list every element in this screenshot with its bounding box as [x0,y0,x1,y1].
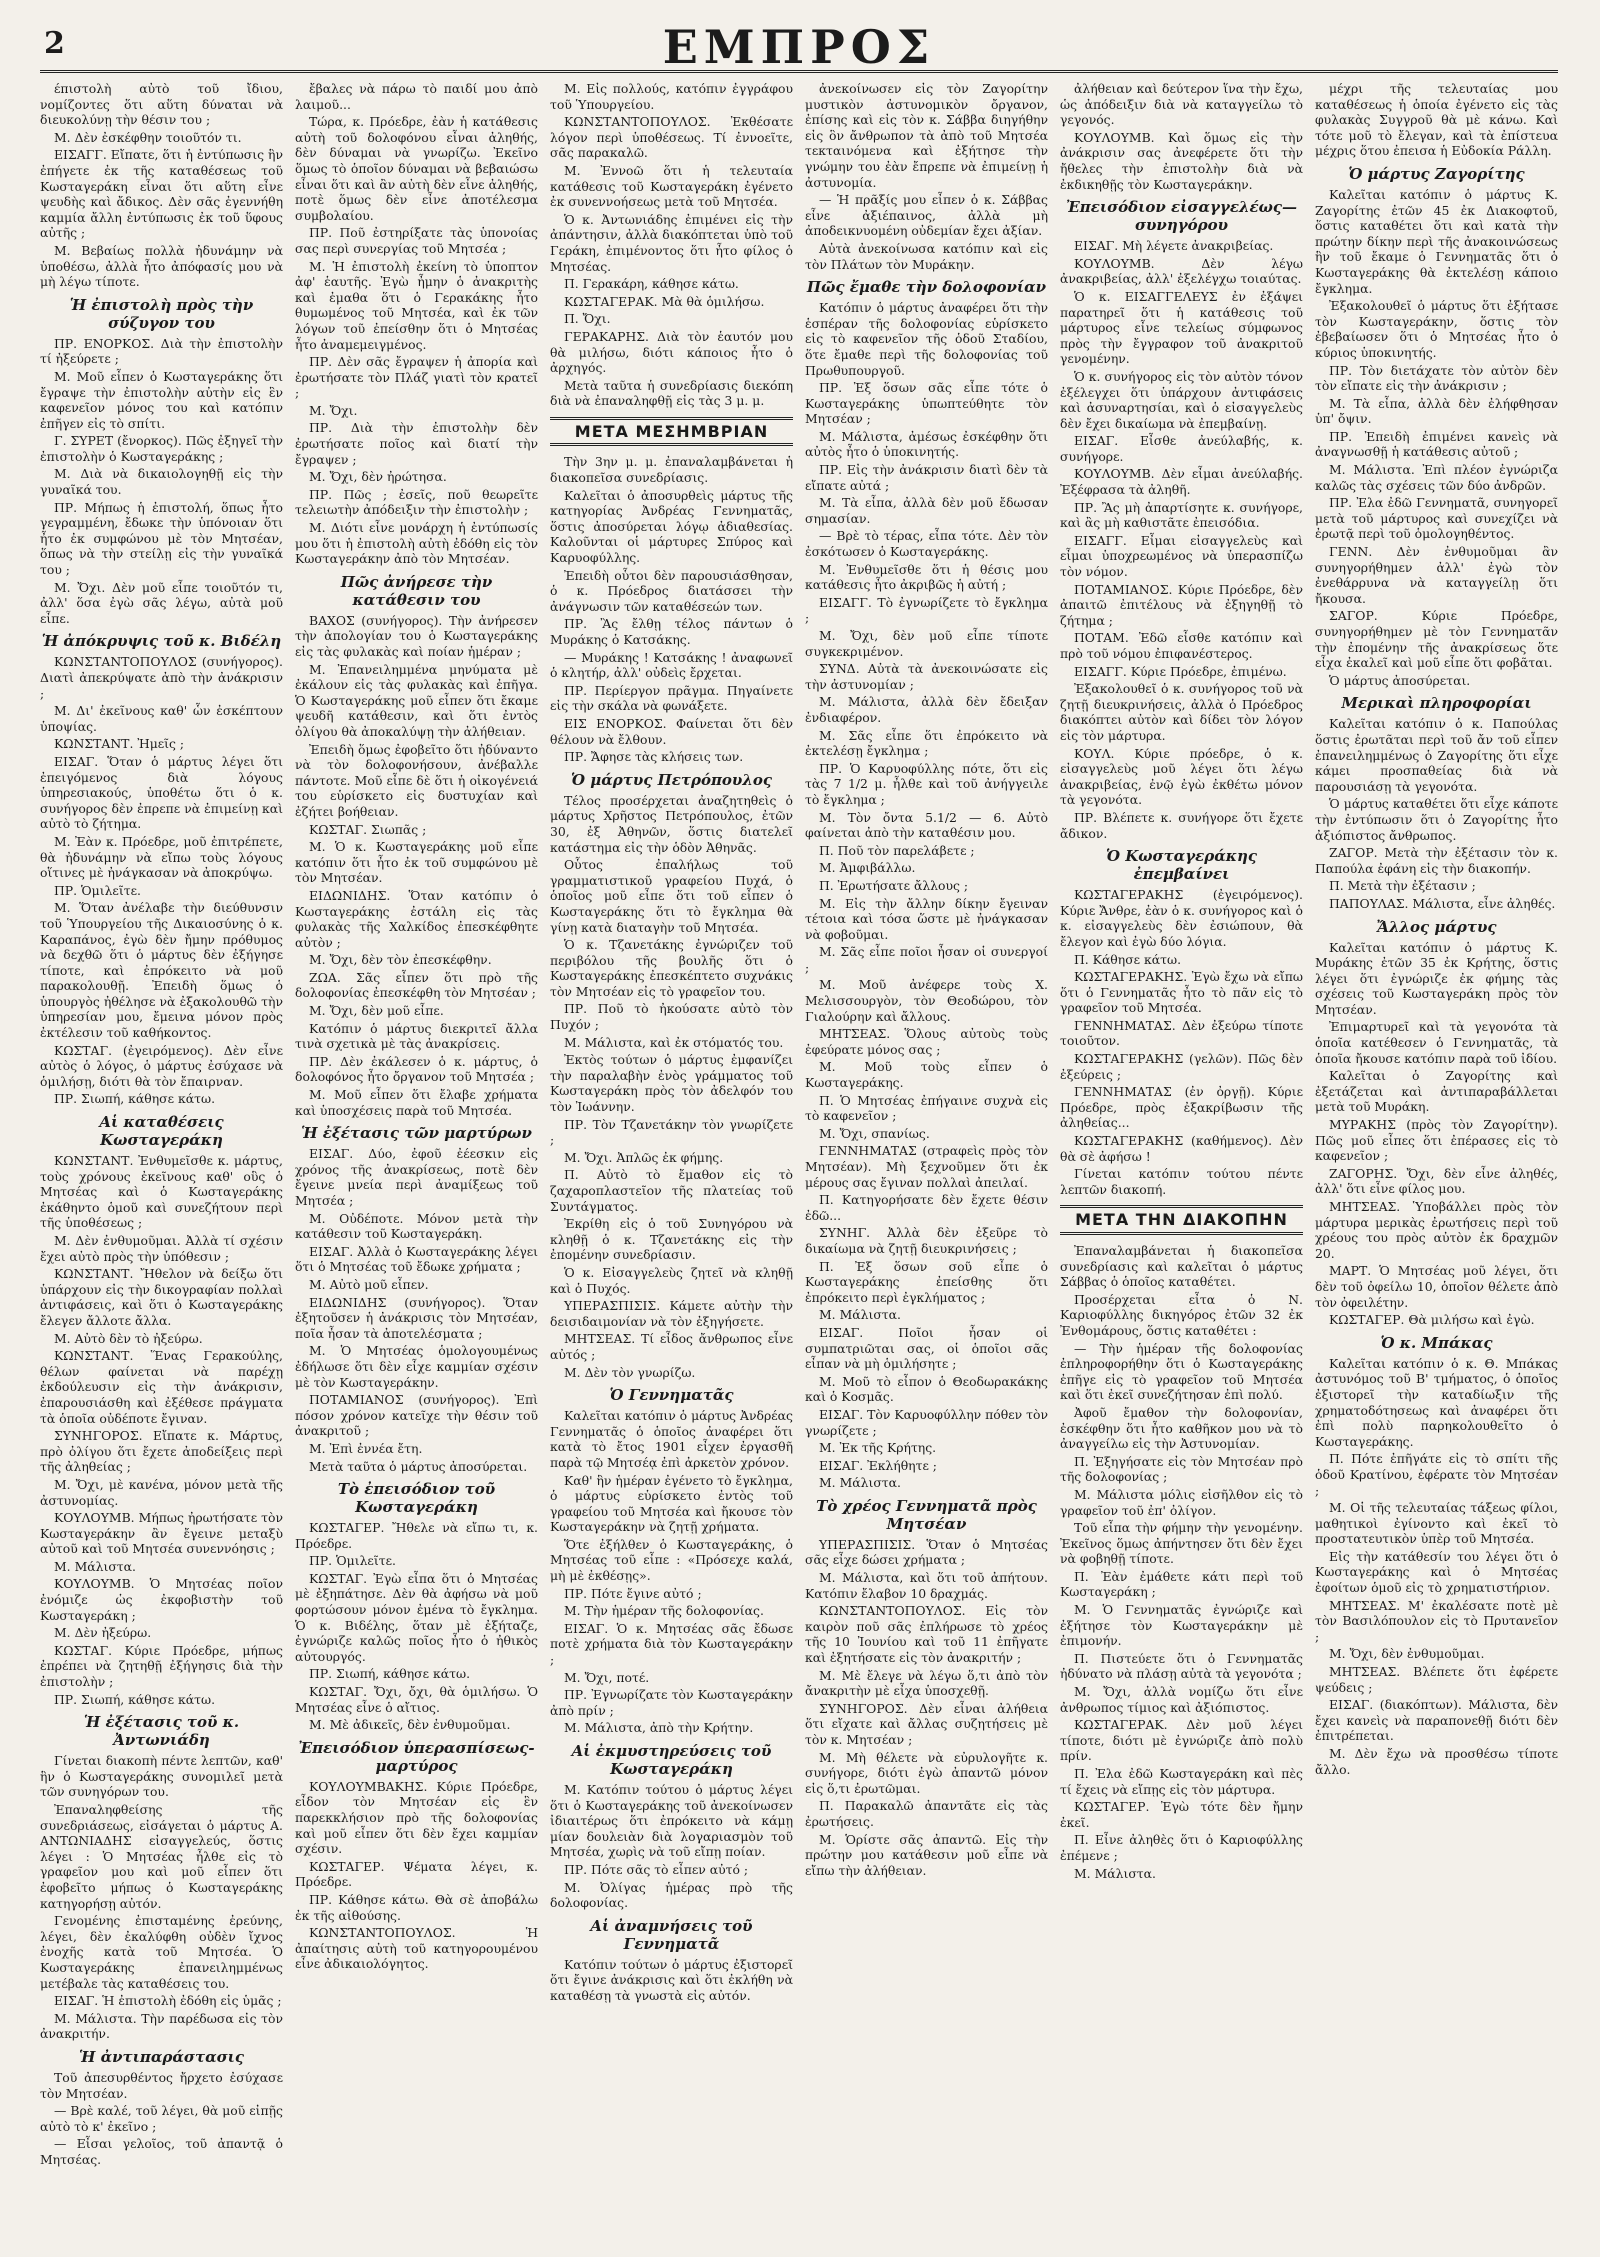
paragraph: ΠΟΤΑΜΙΑΝΟΣ (συνήγορος). Ἐπὶ πόσον χρόνον κατεῖχε τὴν θέσιν τοῦ ἀνακριτοῦ ; [295,1392,538,1439]
paragraph: Π. Πότε ἐπῆγάτε εἰς τὸ σπίτι τῆς ὁδοῦ Κρατίνου, ἐφέρατε τὸν Μητσέαν ; [1315,1451,1558,1498]
paragraph: Π. Ἐξ ὅσων σοῦ εἶπε ὁ Κωσταγεράκης ἐπείσθης ὅτι ἐπρόκειτο περὶ ἐγκλήματος ; [805,1258,1048,1305]
paragraph: ΓΕΡΑΚΑΡΗΣ. Διὰ τὸν ἑαυτόν μου θὰ μιλήσω, διότι κάποιος ἦτο ὁ ἀρχηγός. [550,328,793,376]
paragraph: Μ. Ὄχι. Ἀπλῶς ἐκ φήμης. [564,1149,724,1165]
paragraph: ΕΙΣΑΓ. Μὴ λέγετε ἀνακριβείας. [1074,238,1274,254]
paragraph: Μ. Μάλιστα, ἀπὸ τὴν Κρήτην. [564,1720,754,1736]
paragraph: Μετὰ ταῦτα ἡ συνεδρίασις διεκόπη διὰ νὰ ἐπαναληφθῇ εἰς τὰς 3 μ. μ. [550,377,793,409]
section-heading: Αἱ ἀναμνήσεις τοῦ Γεννηματᾶ [590,1916,753,1953]
section-heading: Ἡ ἐπιστολὴ πρὸς τὴν σύζυγον του [69,295,254,332]
paragraph: Μ. Μοῦ τὸ εἶπον ὁ Θεοδωρακάκης καὶ ὁ Κοσμᾶς. [805,1373,1048,1405]
paragraph: ΠΡ. Δὲν ἐκάλεσεν ὁ κ. μάρτυς, ὁ δολοφόνος ἦτο ὄργανον τοῦ Μητσέα ; [295,1053,538,1085]
paragraph: ΚΩΣΤΑΓΕΡΑΚΗΣ (γελῶν). Πῶς δὲν ἐξεύρεις ; [1060,1051,1303,1082]
paragraph: ΠΡ. Ὁμιλεῖτε. [309,1553,396,1569]
section-heading: Ὁ μάρτυς Πετρόπουλος [570,770,772,789]
paragraph: ΠΡ. Ὁ Καρυοφύλλης πότε, ὅτι εἰς τὰς 7 1/2 μ. ἦλθε καὶ τοῦ ἀνήγγειλε τὸ ἔγκλημα ; [805,760,1048,807]
paragraph: ΕΙΣΑΓ. Ἐκλήθητε ; [819,1457,937,1473]
paragraph: Μ. Βεβαίως πολλὰ ἠδυνάμην νὰ ὑποθέσω, ἀλλὰ ἦτο ἀπόφασίς μου νὰ μὴ λέγω τίποτε. [40,242,283,290]
paragraph: ΠΡ. Ἐγνωρίζατε τὸν Κωσταγεράκην ἀπὸ πρίν ; [550,1687,793,1718]
paragraph: ΚΩΣΤΑΓΕΡΑΚΗΣ (ἐγειρόμενος). Κύριε Ἄνθρε, ἐὰν ὁ κ. συνήγορος καὶ ὁ κ. εἰσαγγελεὺς δὲν ἐσιώπουν, θὰ ἔλεγον καὶ ἐγὼ δύο λόγια. [1060,887,1303,949]
paragraph: Μ. Τὴν ἡμέραν τῆς δολοφονίας. [564,1603,764,1619]
paragraph: Μ. Μάλιστα, ἀλλὰ δὲν ἔδειξαν ἐνδιαφέρον. [805,694,1048,725]
section-heading: Ἡ ἀντιπαράστασις [78,2047,245,2066]
paragraph: Μ. Ὄχι, μὲ κανένα, μόνον μετὰ τῆς ἀστυνομίας. [40,1476,283,1508]
paragraph: Μ. Διότι εἶνε μονάρχη ἡ ἐντύπωσίς μου ὅτι ἡ ἐπιστολὴ αὐτὴ ἐδόθη εἰς τὸν Κωσταγεράκην ἀπὸ τὸν Μητσέαν. [295,520,538,567]
paragraph: Γενομένης ἐπισταμένης ἐρεύνης, λέγει, δὲν ἐκαλύφθη οὐδὲν ἴχνος ἐνοχῆς κατὰ τοῦ Μητσέα. Ὁ Κωσταγεράκης ἐπανειλημμένως μετέβαλε τὰς καταθέσεις του. [40,1913,283,1991]
paragraph: Μ. Ὁ Γεννηματᾶς ἐγνώριζε καὶ ἐξήτησε τὸν Κωσταγεράκην μὲ ἐπιμονήν. [1060,1602,1303,1649]
paragraph: Μ. Δὲν τὸν γνωρίζω. [564,1364,696,1380]
paragraph: Π. Ὄχι. [564,311,611,327]
paragraph: Μ. Ὄχι, ἀλλὰ νομίζω ὅτι εἶνε ἀνθρωπος τίμιος καὶ ἀξιόπιστος. [1060,1684,1303,1715]
paragraph: ΠΡ. Σιωπή, κάθησε κάτω. [54,1091,216,1107]
page-number: 2 [44,26,65,61]
paragraph: ἀλήθειαν καὶ δεύτερον ἵνα τὴν ἔχω, ὡς ἀπόδειξιν διὰ νὰ καταγγείλω τὸ γεγονός. [1060,81,1303,128]
paragraph: Ἐπιμαρτυρεῖ καὶ τὰ γεγονότα τὰ ὁποῖα κατέθεσεν ὁ Γεννηματᾶς, τὰ ὁποῖα ἤκουσε κατόπιν παρὰ τοῦ ἰδίου. [1315,1019,1558,1066]
paragraph: Μ. Μοῦ εἶπεν ὁ Κωσταγεράκης ὅτι ἔγραψε τὴν ἐπιστολὴν αὐτὴν εἰς ἓν καφενεῖον μόνος του καὶ κατόπιν ἐπῆγεν εἰς τὸ σπίτι. [40,368,283,431]
paragraph: ΕΙΣΑΓ. Ὅταν ὁ μάρτυς λέγει ὅτι ἐπειγόμενος διὰ λόγους ὑπηρεσιακούς, ὑποθέτω ὅτι ὁ κ. συνήγορος δὲν ἐπρεπε νὰ ἐπιμείνῃ καὶ αὐτὸ τὸ ζήτημα. [40,753,283,832]
paragraph: Εἰς τὴν κατάθεσίν του λέγει ὅτι ὁ Κωσταγεράκης καὶ ὁ Μητσέας ἐφοίτων ὁμοῦ εἰς τὸ χρηματιστήριον. [1315,1548,1558,1596]
paragraph: ΜΗΤΣΕΑΣ. Βλέπετε ὅτι ἐφέρετε ψεύδεις ; [1315,1664,1558,1695]
paragraph: ΚΩΣΤΑΓ. Ὄχι, ὄχι, θὰ ὁμιλήσω. Ὁ Μητσέας εἶνε ὁ αἴτιος. [295,1684,538,1715]
paragraph: Μ. Μάλιστα. [54,1558,136,1574]
section-heading: Ὁ Γεννηματᾶς [609,1386,734,1405]
paragraph: Μ. Σᾶς εἶπε ὅτι ἐπρόκειτο νὰ ἐκτελέσῃ ἔγκλημα ; [805,727,1048,759]
paragraph: Ἐπαναληφθείσης τῆς συνεδριάσεως, εἰσάγεται ὁ μάρτυς Α. ΑΝΤΩΝΙΑΔΗΣ εἰσαγγελεύς, ὅστις λέγει : Ὁ Μητσέας ἦλθε εἰς τὸ γραφεῖον μου καὶ μοῦ εἶπεν ὅτι ἐφοβεῖτο μήπως ὁ Κωσταγεράκης κατηγορήσῃ αὐτόν. [40,1802,283,1911]
paragraph: Καλεῖται κατόπιν ὁ μάρτυς Ἀνδρέας Γεννηματᾶς ὁ ὁποῖος ἀναφέρει ὅτι κατὰ τὸ ἔτος 1901 εἶχεν ἐργασθῆ παρὰ τῷ Μητσέᾳ ἐπὶ ἀρκετὸν χρόνον. [550,1408,793,1470]
paragraph: — Τὴν ἡμέραν τῆς δολοφονίας ἐπληροφορήθην ὅτι ὁ Κωσταγεράκης ἐπῆγε εἰς τὸ γραφεῖον τοῦ Μητσέα καὶ ὅτι ἐκεῖ συνεζήτησαν ἐπὶ πολύ. [1060,1340,1303,1403]
column-6 [1315,81,1558,2241]
paragraph: Μ. Εἰς πολλούς, κατόπιν ἐγγράφου τοῦ Ὑπουργείου. [550,81,793,112]
paragraph: ΣΥΝΗΓΟΡΟΣ. Εἴπατε κ. Μάρτυς, πρὸ ὀλίγου ὅτι ἔχετε ἀποδείξεις περὶ τῆς ἀληθείας ; [40,1428,283,1475]
paragraph: ΠΡ. Μήπως ἡ ἐπιστολή, ὅπως ἦτο γεγραμμένη, ἔδωκε τὴν ὑπόνοιαν ὅτι ἦτο ἐκ συμφώνου μὲ τὸν Μητσέαν, ὅπως νὰ τὴν στείλῃ εἰς τὴν γυναῖκά του ; [40,499,283,578]
paragraph: Καλεῖται κατόπιν ὁ κ. Παπούλας ὅστις ἐρωτᾶται περὶ τοῦ ἄν τοῦ εἶπεν ἐπανειλημμένως ὁ Ζαγορίτης ὅτι εἶχε κάμει προσπαθείας διὰ νὰ παρουσιάσῃ τὰ γεγονότα. [1315,716,1558,794]
paragraph: ΕΙΣΑΓ. Τὸν Καρυοφύλλην πόθεν τὸν γνωρίζετε ; [805,1406,1048,1438]
paragraph: ΚΩΝΣΤΑΝΤ. Ἕνας Γερακούλης, θέλων φαίνεται νὰ παρέχῃ ἐκδούλευσιν εἰς τὴν ἀνάκρισιν, ἐπαρουσιάσθη καὶ ἐξέθεσε πράγματα τὰ ὁποῖα οὐδέποτε ἔγιναν. [40,1348,283,1426]
paragraph: Μ. Ὄχι, δὲν ἠρώτησα. [309,469,447,485]
paragraph: ΠΡ. Πότε σᾶς τὸ εἶπεν αὐτό ; [564,1861,749,1877]
paragraph: ΕΙΣΑΓΓ. Τὸ ἐγνωρίζετε τὸ ἔγκλημα ; [805,594,1048,626]
paragraph: ΠΡ. Τὸν διετάχατε τὸν αὐτὸν δὲν τὸν εἴπατε εἰς τὴν ἀνάκρισιν ; [1315,362,1558,394]
paragraph: ΕΙΣΑΓ. Ποῖοι ἦσαν οἱ συμπατριῶται σας, οἱ ὁποῖοι σᾶς εἶπαν νὰ μὴ ὁμιλήσητε ; [805,1324,1048,1372]
paragraph: ΠΟΤΑΜ. Ἐδῶ εἶσθε κατόπιν καὶ πρὸ τοῦ νόμου ἐπιφανέστερος. [1060,630,1303,661]
paragraph: Μ. Ὄχι, δὲν μοῦ εἶπε. [309,1003,444,1019]
paragraph: Μ. Μάλιστα. Ἐπὶ πλέον ἐγνώριζα καλῶς τὰς σχέσεις τῶν δύο ἀνδρῶν. [1315,462,1558,493]
section-heading: Τὸ χρέος Γεννηματᾶ πρὸς Μητσέαν [816,1496,1037,1533]
paragraph: Ὁ κ. συνήγορος εἰς τὸν αὐτὸν τόνον ἐξέλεγχει ὅτι ὑπάρχουν ἀντιφάσεις καὶ ἀσυναρτησίαι, καὶ ὁ εἰσαγγελεὺς δὲν ἔχει δικαίωμα νὰ ἐπεμβαίνῃ. [1060,368,1303,431]
paragraph: Μ. Ἀμφιβάλλω. [819,860,916,876]
paragraph: ΕΙΔΩΝΙΔΗΣ (συνήγορος). Ὅταν ἐξητοῦσεν ἡ ἀνάκρισις τὸν Μητσέαν, ποῖα ἦσαν τὰ ἀποτελέσματα ; [295,1294,538,1341]
paragraph: ΕΙΣ ΕΝΟΡΚΟΣ. Φαίνεται ὅτι δὲν θέλουν νὰ ἔλθουν. [550,715,793,747]
paragraph: Μ. Μὲ ἀδικεῖς, δὲν ἐνθυμοῦμαι. [309,1717,511,1733]
paragraph: Π. Ἐὰν ἐμάθετε κάτι περὶ τοῦ Κωσταγεράκη ; [1060,1568,1303,1600]
paragraph: Ὁ μάρτυς καταθέτει ὅτι εἶχε κάποτε τὴν ἐντύπωσιν ὅτι ὁ Ζαγορίτης ἦτο ἀξιόπιστος ἄνθρωπος. [1315,796,1558,843]
paragraph: Μ. Τὰ εἶπα, ἀλλὰ δὲν μοῦ ἔδωσαν σημασίαν. [805,495,1048,526]
paragraph: ΚΩΣΤΑΓΕΡ. Ἤθελε νὰ εἴπω τι, κ. Πρόεδρε. [295,1520,538,1551]
paragraph: ΠΡ. Εἰς τὴν ἀνάκρισιν διατὶ δὲν τὰ εἴπατε αὐτά ; [805,462,1048,493]
paragraph: Μ. Μοῦ ἀνέφερε τοὺς Χ. Μελισσουργὸν, τὸν Θεοδώρου, τὸν Γιαλούρην καὶ ἄλλους. [805,977,1048,1024]
paragraph: Ἐπαναλαμβάνεται ἡ διακοπεῖσα συνεδρίασις καὶ καλεῖται ὁ μάρτυς Σάββας ὁ ὁποῖος καταθέτει. [1060,1243,1303,1290]
paragraph: — Βρὲ τὸ τέρας, εἶπα τότε. Δὲν τὸν ἐσκότωσεν ὁ Κωσταγεράκης. [805,528,1048,560]
paragraph: ΚΟΥΛΟΥΜΒ. Μήπως ἠρωτήσατε τὸν Κωσταγεράκην ἂν ἔγεινε μεταξὺ αὐτοῦ καὶ τοῦ Μητσέα συνεννόησις ; [40,1510,283,1557]
paragraph: Μ. Τὰ εἶπα, ἀλλὰ δὲν ἐλήφθησαν ὑπ' ὄψιν. [1315,395,1558,427]
paragraph: Γίνεται κατόπιν τούτου πέντε λεπτῶν διακοπή. [1060,1166,1303,1197]
column-4 [805,81,1048,2241]
paragraph: ΚΩΣΤΑΓΕΡΑΚ. Δὲν μοῦ λέγει τίποτε, διότι μὲ ἐγνώριζε ἀπὸ πολὺ πρίν. [1060,1717,1303,1764]
paragraph: Μ. Μοῦ τοὺς εἶπεν ὁ Κωσταγεράκης. [805,1059,1048,1091]
paragraph: ΕΙΣΑΓ. Δύο, ἐφοῦ ἐέεσκιν εἰς χρόνος τῆς ἀνακρίσεως, ποτὲ δὲν ἔγεινε μνεία περὶ ἀναμίξεως τοῦ Μητσέα ; [295,1146,538,1208]
paragraph: Π. Ἐρωτήσατε ἄλλους ; [819,877,969,893]
paragraph: Τοῦ ἀπεσυρθέντος ἤρχετο ἐσύχασε τὸν Μητσέαν. [40,2069,283,2101]
section-heading: Ἐπεισόδιον ὑπερασπίσεως-μαρτύρος [298,1738,535,1775]
column-2 [295,81,538,2241]
section-heading: Μερικαὶ πληροφορίαι [1341,694,1532,713]
paragraph: ΚΩΝΣΤΑΝΤΟΠΟΥΛΟΣ. Ἡ ἀπαίτησις αὐτὴ τοῦ κατηγορουμένου εἶνε ἀδικαιολόγητος. [295,1925,538,1972]
paragraph: Μ. Κατόπιν τούτου ὁ μάρτυς λέγει ὅτι ὁ Κωσταγεράκης τοῦ ἀνεκοίνωσεν ἰδιαιτέρως ὅτι ἐπρόκειτο νὰ κάμῃ μίαν δουλειὰν διὰ λογαριασμὸν τοῦ Μητσέα, χωρὶς νὰ τοῦ εἴπῃ ποίαν. [550,1782,793,1860]
paragraph: Καλεῖται κατόπιν ὁ μάρτυς Κ. Ζαγορίτης ἐτῶν 45 ἐκ Διακοφτοῦ, ὅστις καταθέτει ὅτι καὶ κατὰ τὴν πρώτην δίκην περὶ τῆς ἀνακοινώσεως ἣν τοῦ ἔκαμε ὁ Γεννηματᾶς ὅτι ὁ Κωσταγεράκης θὰ ἐκτελέσῃ κάποιο ἔγκλημα. [1315,186,1558,296]
paragraph: ΥΠΕΡΑΣΠΙΣΙΣ. Κάμετε αὐτὴν τὴν δεισιδαιμονίαν νὰ τὸν ἐξηγήσετε. [550,1298,793,1329]
paragraph: Ὁ κ. Ἀντωνιάδης ἐπιμένει εἰς τὴν ἀπάντησιν, ἀλλὰ διακόπτεται ὑπὸ τοῦ Γεράκη, ἐπιμένοντος ὅτι ἦτο φίλος ὁ Μητσέας. [550,211,793,274]
section-heading: Πῶς ἀνήρεσε τὴν κατάθεσιν του [340,572,493,609]
paragraph: ΠΡ. Σιωπή, κάθησε κάτω. [309,1666,471,1682]
paragraph: Μ. Ἐννοῶ ὅτι ἡ τελευταία κατάθεσις τοῦ Κωσταγεράκη ἐγένετο ἐκ συνεννοήσεως μετὰ τοῦ Μητσέα. [550,162,793,210]
paragraph: μέχρι τῆς τελευταίας μου καταθέσεως ἡ ὁποία ἐγένετο εἰς τὰς φυλακὰς Συγγροῦ θὰ μὲ κάνω. Καὶ τότε μοῦ τὸ ἔλεγαν, καὶ τὰ ἐπίστευα μέχρις ὅτου ἐπεισα ἡ Εὐδοκία Ράλλη. [1315,81,1558,159]
paragraph: Μ. Ὁ κ. Κωσταγεράκης μοῦ εἶπε κατόπιν ὅτι ἦτο ἐκ τοῦ συμφώνου μὲ τὸν Μητσέαν. [295,839,538,886]
paragraph: ΠΡ. Ἄφησε τὰς κλήσεις των. [564,749,744,765]
paragraph: Π. Ὁ Μητσέας ἐπήγαινε συχνὰ εἰς τὸ καφενεῖον ; [805,1092,1048,1124]
paragraph: Μ. Δὲν ἠξεύρω. [54,1625,152,1641]
section-heading: Τὸ ἐπεισόδιον τοῦ Κωσταγεράκη [337,1480,496,1517]
paragraph: ΠΡ. Περίεργον πρᾶγμα. Πηγαίνετε εἰς τὴν σκάλα νὰ φωνάξετε. [550,682,793,714]
paragraph: Μ. Διὰ νὰ δικαιολογηθῇ εἰς τὴν γυναῖκά του. [40,466,283,498]
paragraph: ΠΡ. Δὲν σᾶς ἔγραψεν ἡ ἀπορία καὶ ἐρωτήσατε τὸν Πλάζ γιατὶ τὸν κρατεῖ ; [295,354,538,401]
column-1 [40,81,283,2241]
paragraph: Ἐπειδὴ οὗτοι δὲν παρουσιάσθησαν, ὁ κ. Πρόεδρος διατάσσει τὴν ἀνάγνωσιν τῶν καταθέσεών των. [550,567,793,614]
paragraph: ΚΩΣΤΑΓΕΡΑΚΗΣ (καθήμενος). Δὲν θὰ σὲ ἀφήσω ! [1060,1133,1303,1164]
paragraph: Μ. Ὄχι. Δὲν μοῦ εἶπε τοιοῦτόν τι, ἀλλ' ὅσα ἐγὼ σᾶς λέγω, αὐτὰ μοῦ εἶπε. [40,579,283,626]
paragraph: Π. Ἐλα ἐδῶ Κωσταγεράκη καὶ πὲς τί ἔχεις νὰ εἴπῃς εἰς τὸν μάρτυρα. [1060,1766,1303,1797]
paragraph: ΚΩΣΤΑΓ. Ἐγὼ εἶπα ὅτι ὁ Μητσέας μὲ ἐξηπάτησε. Δὲν θὰ ἀφήσω νὰ μοῦ φορτώσουν μόνον ἐμένα τὸ ἔγκλημα. Ὁ κ. Βιδέλης, ὅταν μὲ ἐξήταζε, ἐγνώριζε καλῶς ποῖος ἦτο ὁ ἠθικὸς αὐτουργός. [295,1570,538,1664]
paragraph: Π. Κάθησε κάτω. [1074,951,1182,967]
paragraph: Ἐκρίθη εἰς ὁ τοῦ Συνηγόρου νὰ κληθῇ ὁ κ. Τζανετάκης εἰς τὴν ἐπομένην συνεδρίασιν. [550,1216,793,1263]
paragraph: Μ. Μάλιστα. Τὴν παρέδωσα εἰς τὸν ἀνακριτήν. [40,2010,283,2042]
paragraph: Μ. Ἐνθυμεῖσθε ὅτι ἡ θέσις μου κατάθεσις ἦτο ἀκριβῶς ἡ αὐτή ; [805,561,1048,593]
paragraph: ΠΡ. Ὁμιλεῖτε. [54,882,141,898]
paragraph: ΚΟΥΛΟΥΜΒ. Δὲν εἶμαι ἀνεύλαβής. Ἐξέφρασα τὰ ἀληθῆ. [1060,466,1303,498]
paragraph: Μ. Τὸν ὄντα 5.1/2 — 6. Αὐτὸ φαίνεται ἀπὸ τὴν καταθέσιν μου. [805,809,1048,841]
section-heading: Ἡ ἐξέτασις τῶν μαρτύρων [301,1124,532,1143]
paragraph: Ὁ κ. Τζανετάκης ἐγνώριζεν τοῦ περιβόλου τῆς βουλῆς ὅτι ὁ Κωσταγεράκης ἐπεσκέπτετο συχνάκις τὸν Μητσέαν εἰς τὸ γραφεῖον του. [550,937,793,999]
masthead [40,0,1558,73]
paragraph: Μ. Μὲ ἔλεγε νὰ λέγω ὅ,τι ἀπὸ τὸν ἄνακριτὴν μὲ εἶχα ὑποσχεθῇ. [805,1667,1048,1699]
paragraph: Μ. Μάλιστα μόλις εἰσῆλθον εἰς τὸ γραφεῖον τοῦ ἐπ' ὀλίγον. [1060,1486,1303,1518]
paragraph: — Βρὲ καλέ, τοῦ λέγει, θὰ μοῦ εἰπῇς αὐτὸ τὸ κ' ἐκεῖνο ; [40,2103,283,2134]
paragraph: ΚΩΣΤΑΓΕΡ. Θὰ μιλήσω καὶ ἐγὼ. [1329,1312,1535,1328]
paragraph: ΓΕΝΝΗΜΑΤΑΣ (στραφεὶς πρὸς τὸν Μητσέαν). Μὴ ξεχνοῦμεν ὅτι ἐκ μέρους σας ἔγιναν πολλαὶ ἀπειλαί. [805,1143,1048,1190]
paragraph: Καλεῖται ὁ Ζαγορίτης καὶ ἐξετάζεται καὶ ἀντιπαραβάλλεται μετὰ τοῦ Μυράκη. [1315,1068,1558,1115]
section-heading: Ἄλλος μάρτυς [1376,917,1497,936]
paragraph: ΠΡ. Ἐλα ἐδῶ Γεννηματᾶ, συνηγορεῖ μετὰ τοῦ μάρτυρος καὶ συνεχίζει νὰ ἐρωτᾷ περὶ τοῦ ὁμολογηθέντος. [1315,495,1558,542]
paragraph: Καθ' ἣν ἡμέραν ἐγένετο τὸ ἔγκλημα, ὁ μάρτυς εὑρίσκετο ἐντὸς τοῦ γραφείου τοῦ Μητσέα καὶ ἤκουσε τὸν Κωσταγεράκην νὰ ζητῇ χρήματα. [550,1472,793,1535]
paragraph: ΒΑΧΟΣ (συνήγορος). Τὴν ἀνήρεσεν τὴν ἀπολογίαν του ὁ Κωσταγεράκης εἰς τὰς φυλακὰς καὶ ποίαν ἡμέραν ; [295,612,538,659]
paragraph: έπιστολὴ αὐτὸ τοῦ ἴδιου, νομίζοντες ὅτι αὕτη δύναται νὰ διευκολύνῃ τὴν θέσιν του ; [40,81,283,128]
paragraph: ΜΗΤΣΕΑΣ. Τί εἶδος ἄνθρωπος εἶνε αὐτός ; [550,1331,793,1362]
paragraph: Αὐτὰ ἀνεκοίνωσα κατόπιν καὶ εἰς τὸν Πλάτων τὸν Μυράκην. [805,240,1048,272]
paragraph: ΕΙΔΩΝΙΔΗΣ. Ὅταν κατόπιν ὁ Κωσταγεράκης ἐστάλη εἰς τὰς φυλακὰς τῆς Χαλκίδος ἐπεσκέφθητε αὐτὸν ; [295,887,538,950]
paragraph: ΠΡ. Ποῦ ἐστηρίξατε τὰς ὑπονοίας σας περὶ συνεργίας τοῦ Μητσέα ; [295,225,538,256]
paragraph: ΕΙΣΑΓΓ. Εἴπατε, ὅτι ἡ ἐντύπωσις ἣν ἐπήγετε ἐκ τῆς καταθέσεως τοῦ Κωσταγεράκη εἶναι ὅτι αὕτη εἶνε ψευδὴς καὶ ἄδικος. Δὲν σᾶς ἐγεννήθη καμμία ἄλλη ἐντύπωσις ἐκ τοῦ ὕφους αὐτῆς ; [40,147,283,241]
paragraph: Οὗτος ἐπαλήλως τοῦ γραμματιστικοῦ γραφείου Πυχά, ὁ ὁποῖος μοῦ εἶπε ὅτι τοῦ εἶπεν ὁ Κωσταγεράκης ὅτι τὸ ἔγκλημα θὰ γίνῃ κατὰ διαταγὴν τοῦ Μητσέα. [550,857,793,935]
paragraph: Μ. Ὄχι, δὲν ἐνθυμοῦμαι. [1329,1646,1485,1662]
paragraph: Μ. Δὲν ἐσκέφθην τοιοῦτόν τι. [54,129,242,145]
paragraph: ΠΡ. Ποῦ τὸ ἠκούσατε αὐτὸ τὸν Πυχόν ; [550,1001,793,1033]
paragraph: Μετὰ ταῦτα ὁ μάρτυς ἀποσύρεται. [309,1458,528,1474]
paragraph: Π. Πιστεύετε ὅτι ὁ Γεννηματᾶς ἠδύνατο νὰ πλάσῃ αὐτὰ τὰ γεγονότα ; [1060,1650,1303,1682]
paragraph: Μ. Μάλιστα. [1074,1865,1156,1881]
column-5 [1060,81,1303,2241]
paragraph: Π. Κατηγορήσατε δὲν ἔχετε θέσιν ἐδῶ... [805,1192,1048,1223]
paragraph: Μ. Ἐὰν κ. Πρόεδρε, μοῦ ἐπιτρέπετε, θὰ ἠδυνάμην νὰ εἴπω τοὺς λόγους οἵτινες μὲ ἠνάγκασαν νὰ ἀποκρύψω. [40,833,283,881]
paragraph: Μ. Ἐπὶ ἐννέα ἔτη. [309,1440,423,1456]
paragraph: Ἀφοῦ ἔμαθον τὴν δολοφονίαν, ἐσκέφθην ὅτι ἦτο καθῆκον μου νὰ τὸ ἀναγγείλω εἰς τὴν Ἀστυνομίαν. [1060,1404,1303,1452]
paragraph: ΕΙΣΑΓΓ. Κύριε Πρόεδρε, ἐπιμένω. [1074,663,1287,679]
paragraph: Κατόπιν ὁ μάρτυς διεκριτεῖ ἄλλα τινὰ σχετικὰ μὲ τὰς ἀνακρίσεις. [295,1020,538,1052]
paragraph: ΓΕΝΝΗΜΑΤΑΣ (ἐν ὀργῇ). Κύριε Πρόεδρε, πρὸς ἐξακρίβωσιν τῆς ἀληθείας... [1060,1084,1303,1131]
paragraph: Κατόπιν τούτων ὁ μάρτυς ἐξιστορεῖ ὅτι ἔγινε ἀνάκρισις καὶ ὅτι ἐκλήθη νὰ καταθέσῃ τὰ γνωστὰ εἰς αὐτόν. [550,1956,793,2003]
section-heading: Ὁ μάρτυς Ζαγορίτης [1348,164,1525,183]
paragraph: Ἐξακολουθεῖ ὁ μάρτυς ὅτι ἐξήτασε τὸν Κωσταγεράκην, ὅστις τὸν ἐβεβαίωσεν ὅτι ὁ Μητσέας ἦτο ὁ κύριος ὑποκινητής. [1315,298,1558,360]
paragraph: Μ. Ὀλίγας ἡμέρας πρὸ τῆς δολοφονίας. [550,1879,793,1911]
paragraph: Π. Γερακάρη, κάθησε κάτω. [564,276,739,292]
paragraph: Μ. Μάλιστα, καὶ ὅτι τοῦ ἀπήτουν. Κατόπιν ἔλαβον 10 δραχμάς. [805,1570,1048,1601]
paragraph: ΠΡ. Τὸν Τζανετάκην τὸν γνωρίζετε ; [550,1116,793,1148]
paragraph: Μ. Εἰς τὴν ἄλλην δίκην ἔγειναν τέτοια καὶ τόσα ὥστε μὲ ἠνάγκασαν νὰ φοβοῦμαι. [805,895,1048,942]
paragraph: Μ. Ὅταν ἀνέλαβε τὴν διεύθυνσιν τοῦ Ὑπουργείου τῆς Δικαιοσύνης ὁ κ. Καραπάνος, ἐγὼ δὲν ἤμην πρόθυμος νὰ δεχθῶ ὅτι ὁ μάρτυς δὲν ἐξήγησε τίποτε, καὶ ἐπρόκειτο νὰ μοῦ παρακολουθῇ. Ἐπειδὴ ὅμως ὁ ὑπουργὸς ἠθέλησε νὰ ἐξακολουθῶ τὴν ὑπηρεσίαν μου, ἔμεινα μόνον πρὸς ἐκτέλεσιν τοῦ καθήκοντος. [40,900,283,1041]
paragraph: Μ. Σᾶς εἶπε ποῖοι ἦσαν οἱ συνεργοί ; [805,944,1048,975]
paragraph: Μ. Ὄχι. [309,402,358,418]
paragraph: ἔβαλες νὰ πάρω τὸ παιδί μου ἀπὸ λαιμοῦ... [295,81,538,112]
paragraph: ΕΙΣΑΓ. Ὁ κ. Μητσέας σᾶς ἔδωσε ποτὲ χρήματα διὰ τὸν Κωσταγεράκην ; [550,1620,793,1668]
paragraph: Καλεῖται κατόπιν ὁ κ. Θ. Μπάκας ἀστυνόμος τοῦ Β' τμήματος, ὁ ὁποῖος ἐξιστορεῖ τὴν καταδίωξιν τῆς χρηματοδότησεως καὶ ἀναφέρει ὅτι ἐπὶ πολὺ παρηκολουθεῖτο ὁ Κωσταγεράκης. [1315,1355,1558,1449]
paragraph: Κατόπιν ὁ μάρτυς ἀναφέρει ὅτι τὴν ἑσπέραν τῆς δολοφονίας εὑρίσκετο εἰς τὸ καφενεῖον τῆς ὁδοῦ Σταδίου, ὅτε ἔμαθε περὶ τῆς δολοφονίας τοῦ Πρωθυπουργοῦ. [805,300,1048,378]
paragraph: ΖΑΓΟΡ. Μετὰ τὴν ἐξέτασιν τὸν κ. Παπούλα ἐφάνη εἰς τὴν διακοπήν. [1315,845,1558,876]
paragraph: ΚΩΝΣΤΑΝΤ. Ἠμεῖς ; [54,736,185,752]
paragraph: ΚΩΝΣΤΑΝΤ. Ἤθελον νὰ δείξω ὅτι ὑπάρχουν εἰς τὴν δικογραφίαν πολλαὶ ἀντιφάσεις, καὶ ὅτι ὁ Κωσταγεράκης ἔλεγεν ἄλλοτε ἄλλα. [40,1266,283,1328]
paragraph: Μ. Αὐτὸ μοῦ εἶπεν. [309,1276,429,1292]
paragraph: Π. Ποῦ τὸν παρελάβετε ; [819,842,975,858]
paragraph: ΠΡ. Πῶς ; ἐσεῖς, ποῦ θεωρεῖτε τελειωτὴν ἀπόδειξιν τὴν ἐπιστολὴν ; [295,486,538,518]
paragraph: Ἐπειδὴ ὅμως ἐφοβεῖτο ὅτι ἠδύναντο νὰ τὸν δολοφονήσουν, ἀνέβαλλε πάντοτε. Μοῦ εἶπε δὲ ὅτι ἡ οἰκογένειά του εὑρίσκετο εἰς δυστυχίαν καὶ ἐζήτει βοήθειαν. [295,741,538,819]
paragraph: Τέλος προσέρχεται ἀναζητηθεὶς ὁ μάρτυς Χρῆστος Πετρόπουλος, ἐτῶν 30, ἐξ Ἀθηνῶν, ὅστις διατελεῖ κατάστημα εἰς τὴν ὁδὸν Ἀθηνᾶς. [550,792,793,855]
paragraph: ΚΩΣΤΑΓ. Κύριε Πρόεδρε, μήπως ἐπρέπει νὰ ζητηθῇ ἐξήγησις διὰ τὴν ἐπιστολὴν ; [40,1642,283,1690]
paragraph: ΠΡ. ΕΝΟΡΚΟΣ. Διὰ τὴν ἐπιστολὴν τί ἠξεύρετε ; [40,335,283,367]
paragraph: ΠΟΤΑΜΙΑΝΟΣ. Κύριε Πρόεδρε, δὲν ἀπαιτῶ ἐπιτέλους νὰ ἐξηγηθῇ τὸ ζήτημα ; [1060,581,1303,628]
paragraph: Μ. Ὁρίστε σᾶς ἀπαντῶ. Εἰς τὴν πρώτην μου κατάθεσιν μοῦ εἶπε νὰ εἴπω τὴν ἀλήθειαν. [805,1831,1048,1878]
paragraph: ΕΙΣΑΓ. Εἶσθε ἀνεύλαβής, κ. συνήγορε. [1060,433,1303,464]
paragraph: ΣΥΝΗΓ. Ἀλλὰ δὲν ἐξεῦρε τὸ δικαίωμα νὰ ζητῇ διευκρινήσεις ; [805,1225,1048,1256]
paragraph: ΜΗΤΣΕΑΣ. Ὑποβάλλει πρὸς τὸν μάρτυρα μερικὰς ἐρωτήσεις περὶ τοῦ χρέους του πρὸς αὐτὸν ἐκ δραχμῶν 20. [1315,1199,1558,1261]
paragraph: Π. Μετὰ τὴν ἐξέτασιν ; [1329,878,1476,894]
paragraph: ΚΩΣΤΑΓΕΡΑΚ. Μὰ θὰ ὁμιλήσω. [564,293,765,309]
paragraph: Ὅτε ἐξήλθεν ὁ Κωσταγεράκης, ὁ Μητσέας τοῦ εἶπε : «Πρόσεχε καλά, μὴ μὲ ἐκθέσῃς». [550,1536,793,1584]
paragraph: Προσέρχεται εἶτα ὁ Ν. Καριοφύλλης δικηγόρος ἐτῶν 32 ἐκ Ἐνθομάρους, ὅστις καταθέτει : [1060,1291,1303,1338]
paragraph: Ἐξακολουθεῖ ὁ κ. συνήγορος τοῦ νὰ ζητῇ διευκρινήσεις, ἀλλὰ ὁ Πρόεδρος διακόπτει αὐτὸν καὶ δίδει τὸν λόγον εἰς τὸν μάρτυρα. [1060,681,1303,743]
paragraph: — Ἡ πρᾶξίς μου εἶπεν ὁ κ. Σάββας εἶνε ἀξιέπαινος, ἀλλὰ μὴ ἀποδεικνυομένη οὐδεμίαν ἔχει ἀξίαν. [805,192,1048,239]
paragraph: Ὁ μάρτυς ἀποσύρεται. [1329,672,1471,688]
paragraph: ΠΑΠΟΥΛΑΣ. Μάλιστα, εἶνε ἀληθές. [1329,895,1556,911]
section-heading: Ἐπεισόδιον εἰσαγγελέως—συνηγόρου [1065,198,1298,235]
paragraph: Καλεῖται κατόπιν ὁ μάρτυς Κ. Μυράκης ἐτῶν 35 ἐκ Κρήτης, ὅστις λέγει ὅτι ἐγνώριζε ἐκ φήμης τὰς σχέσεις τοῦ Κωσταγεράκη πρὸς τὸν Μητσέαν. [1315,939,1558,1017]
paragraph: ΚΟΥΛΟΥΜΒ. Δὲν λέγω ἀνακριβείας, ἀλλ' ἐξελέγχω τοιαύτας. [1060,255,1303,287]
session-banner: ΜΕΤΑ ΤΗΝ ΔΙΑΚΟΠΗΝ [1060,1205,1303,1235]
paragraph: Καλεῖται ὁ ἀποσυρθεὶς μάρτυς τῆς κατηγορίας Ἀνδρέας Γεννηματᾶς, ὅστις ἀποσύρεται λόγῳ ἀδιαθεσίας. Καλοῦνται οἱ μάρτυρες Σπύρος καὶ Καρυοφύλλης. [550,487,793,566]
paragraph: ΚΩΣΤΑΓ. (ἐγειρόμενος). Δὲν εἶνε αὐτὸς ὁ λόγος, ὁ μάρτυς ἐσύχασε νὰ ὁμιλήσῃ, διότι θὰ τὸν ἔπαιρναν. [40,1042,283,1089]
column-3 [550,81,793,2241]
paragraph: ΕΙΣΑΓΓ. Εἶμαι εἰσαγγελεὺς καὶ εἶμαι ὑποχρεωμένος νὰ ὑπερασπίζω τὸν νόμον. [1060,532,1303,580]
paragraph: Τὴν 3ην μ. μ. ἐπαναλαμβάνεται ἡ διακοπεῖσα συνεδρίασις. [550,454,793,486]
paragraph: ΣΥΝΔ. Αὐτὰ τὰ ἀνεκοινώσατε εἰς τὴν ἀστυνομίαν ; [805,661,1048,692]
paragraph: Μ. Ὄχι, δὲν τὸν ἐπεσκέφθην. [309,952,492,968]
paragraph: ΚΟΥΛΟΥΜΒ. Ὁ Μητσέας ποῖον ἐνόμιζε ὡς ἐκφοβιστὴν τοῦ Κωσταγεράκη ; [40,1576,283,1623]
paragraph: ΚΟΥΛΟΥΜΒΑΚΗΣ. Κύριε Πρόεδρε, εἶδον τὸν Μητσέαν εἰς ἓν παρεκκλήσιον πρὸ τῆς δολοφονίας καὶ μοῦ εἶπεν ὅτι δὲν ἔχει καμμίαν σχέσιν. [295,1778,538,1857]
paragraph: Μ. Ἡ ἐπιστολὴ ἐκείνη τὸ ὑποπτον ἀφ' ἑαυτῆς. Ἐγὼ ἦμην ὁ ἀνακριτὴς καὶ ἐμαθα ὅτι ὁ Γερακάκης ἦτο θυμωμένος τοῦ Μητσέα, καὶ ἐκ τῶν λόγων τοῦ ἐπείσθην ὅτι ὁ Μητσέας ἦτο ἀναμεμειγμένος. [295,258,538,352]
paragraph: ΠΡ. Ἐπειδὴ ἐπιμένει κανεὶς νὰ ἀναγνωσθῇ ἡ κατάθεσις αὐτοῦ ; [1315,428,1558,460]
paragraph: Μ. Οἱ τῆς τελευταίας τάξεως φίλοι, μαθητικοὶ ἐγίνοντο καὶ ἐκεῖ τὸ προστατευτικὸν ὑπὲρ τοῦ Μητσέα. [1315,1500,1558,1547]
paragraph: ΚΩΣΤΑΓΕΡΑΚΗΣ. Ἐγὼ ἔχω νὰ εἴπω ὅτι ὁ Γεννηματᾶς ἦτο τὸ πᾶν εἰς τὸ γραφεῖον τοῦ Μητσέα. [1060,969,1303,1016]
paragraph: Μ. Μοῦ εἶπεν ὅτι ἔλαβε χρήματα καὶ ὑποσχέσεις παρὰ τοῦ Μητσέα. [295,1087,538,1118]
paragraph: ΜΑΡΤ. Ὁ Μητσέας μοῦ λέγει, ὅτι δὲν τοῦ ὀφείλω 10, ὁποῖον θέλετε ἀπὸ τὸν ὀφειλέτην. [1315,1263,1558,1310]
paragraph: ΠΡ. Ἐξ ὅσων σᾶς εἶπε τότε ὁ Κωσταγεράκης ὑπωπτεύθητε τὸν Μητσέαν ; [805,380,1048,427]
article-columns [40,81,1558,2241]
paragraph: ΚΩΝΣΤΑΝΤΟΠΟΥΛΟΣ. Ἐκθέσατε λόγον περὶ ὑποθέσεως. Τί ἐννοεῖτε, σᾶς παρακαλῶ. [550,114,793,161]
section-heading: Ὁ κ. Μπάκας [1380,1333,1493,1352]
paragraph: Μ. Οὐδέποτε. Μόνον μετὰ τὴν κατάθεσιν τοῦ Κωσταγεράκη. [295,1210,538,1242]
paragraph: Τοῦ εἶπα τὴν φήμην τὴν γενομένην. Ἐκεῖνος ὅμως ἀπήντησεν ὅτι δὲν ἔχει νὰ φοβηθῇ τίποτε. [1060,1520,1303,1567]
paragraph: ΠΡ. Ἂς μὴ ἀπαρτίσητε κ. συνήγορε, καὶ ἂς μὴ καθιστᾶτε ἐπεισόδια. [1060,499,1303,531]
paragraph: — Μυράκης ! Κατσάκης ! ἀναφωνεῖ ὁ κλητήρ, ἀλλ' οὐδεὶς ἔρχεται. [550,649,793,681]
paragraph: ΜΗΤΣΕΑΣ. Ὅλους αὐτοὺς τοὺς ἐφεύρατε μόνος σας ; [805,1026,1048,1057]
section-heading: Ἡ ἀπόκρυψις τοῦ κ. Βιδέλη [41,632,282,651]
paragraph: Μ. Ὁ Μητσέας ὁμολογουμένως ἐδήλωσε ὅτι δὲν εἶχε καμμίαν σχέσιν μὲ τὸν Κωσταγεράκην. [295,1343,538,1390]
paragraph: Μ. Μὴ θέλετε νὰ εὐρυλογῆτε κ. συνήγορε, διότι ἐγὼ ἀπαντῶ μόνον εἰς ὅ,τι ἐρωτῶμαι. [805,1749,1048,1796]
paragraph: ΚΟΥΛΟΥΜΒ. Καὶ ὅμως εἰς τὴν ἀνάκρισιν σας ἀνεφέρετε ὅτι τὴν ἤθελες τὴν ἐπιστολὴν διὰ νὰ ἐκδικηθῇς τὸν Κωσταγεράκην. [1060,129,1303,192]
paragraph: ΠΡ. Σιωπή, κάθησε κάτω. [54,1691,216,1707]
paragraph: Ὁ κ. Εἰσαγγελεὺς ζητεῖ νὰ κληθῇ καὶ ὁ Πυχός. [550,1264,793,1296]
paragraph: Μ. Μάλιστα. [819,1307,901,1323]
paragraph: ΓΕΝΝΗΜΑΤΑΣ. Δὲν ἐξεύρω τίποτε τοιοῦτον. [1060,1017,1303,1049]
paragraph: Ὁ κ. ΕΙΣΑΓΓΕΛΕΥΣ ἐν ἐξάψει παρατηρεῖ ὅτι ἡ κατάθεσις τοῦ μάρτυρος εἶνε τελείως σύμφωνος πρὸς τὴν ἔγγραφον τοῦ ἀνακριτοῦ γενομένην. [1060,288,1303,367]
paragraph: ΕΙΣΑΓ. Ἀλλὰ ὁ Κωσταγεράκης λέγει ὅτι ὁ Μητσέας τοῦ ἔδωκε χρήματα ; [295,1243,538,1275]
paragraph: ΠΡ. Διὰ τὴν ἐπιστολὴν δὲν ἐρωτήσατε ποῖος καὶ διατί τὴν ἔγραψεν ; [295,420,538,467]
paragraph: Π. Αὐτὸ τὸ ἔμαθον εἰς τὸ ζαχαροπλαστεῖον τῆς πλατείας τοῦ Συντάγματος. [550,1167,793,1214]
paragraph: ΖΑΓΟΡΗΣ. Ὄχι, δὲν εἶνε ἀληθές, ἀλλ' ὅτι εἶνε φίλος μου. [1315,1165,1558,1197]
newspaper-title: ΕΜΠΡΟΣ [662,20,936,74]
paragraph: Μ. Ἐπανειλημμένα μηνύματα μὲ ἐκάλουν εἰς τὰς φυλακὰς καὶ ἐπῆγα. Ὁ Κωσταγεράκης μοῦ εἶπεν ὅτι ἔκαμε ψευδῆ κατάθεσιν, καὶ ὅτι ἐντὸς ὀλίγου θὰ ἀποκαλύψῃ τὴν ἀλήθειαν. [295,661,538,739]
paragraph: Μ. Μάλιστα. [819,1475,901,1491]
paragraph: ΥΠΕΡΑΣΠΙΣΙΣ. Ὅταν ὁ Μητσέας σᾶς εἶχε δώσει χρήματα ; [805,1536,1048,1568]
paragraph: ΠΡ. Ἂς ἔλθῃ τέλος πάντων ὁ Μυράκης ὁ Κατσάκης. [550,616,793,647]
paragraph: Μ. Ὄχι, ποτέ. [564,1669,650,1685]
paragraph: ΜΥΡΑΚΗΣ (πρὸς τὸν Ζαγορίτην). Πῶς μοῦ εἶπες ὅτι ἐπέρασες εἰς τὸ καφενεῖον ; [1315,1117,1558,1164]
paragraph: Μ. Μάλιστα, καὶ ἐκ στόματός του. [564,1034,784,1050]
paragraph: ΚΩΣΤΑΓΕΡ. Ἐγὼ τότε δὲν ἤμην ἐκεῖ. [1060,1799,1303,1830]
paragraph: ΚΩΝΣΤΑΝΤΟΠΟΥΛΟΣ (συνήγορος). Διατὶ ἀπεκρύψατε ἀπὸ τὴν ἀνάκρισιν ; [40,654,283,701]
paragraph: Μ. Ὄχι, δὲν μοῦ εἶπε τίποτε συγκεκριμένον. [805,628,1048,659]
paragraph: ΓΕΝΝ. Δὲν ἐνθυμοῦμαι ἂν συνηγορήθημεν ἀλλ' ἐγὼ τὸν ἐνεθάρρυνα νὰ καταγγείλῃ ὅτι ἤκουσα. [1315,544,1558,606]
paragraph: ΠΡ. Πότε ἔγινε αὐτό ; [564,1585,702,1601]
paragraph: ΣΑΓΟΡ. Κύριε Πρόεδρε, συνηγορήθημεν μὲ τὸν Γεννηματᾶν τὴν ἐπομένην τῆς ἀνακρίσεως ὅτε εἶχα ἐκαλεῖ καὶ μοῦ εἶπε ὅτι φοβᾶται. [1315,608,1558,671]
paragraph: ΚΟΥΛ. Κύριε πρόεδρε, ὁ κ. εἰσαγγελεὺς μοῦ λέγει ὅτι λέγω ἀνακριβείας, ἐνῷ ἐγὼ ἐκθέτω μόνον τὰ γεγονότα. [1060,745,1303,808]
section-heading: Πῶς ἔμαθε τὴν δολοφονίαν [806,278,1047,297]
paragraph: ΚΩΣΤΑΓΕΡ. Ψέματα λέγει, κ. Πρόεδρε. [295,1858,538,1890]
paragraph: ΖΩΑ. Σᾶς εἶπεν ὅτι πρὸ τῆς δολοφονίας ἐπεσκέφθη τὸν Μητσέαν ; [295,969,538,1001]
paragraph: ΠΡ. Βλέπετε κ. συνήγορε ὅτι ἔχετε ἄδικον. [1060,809,1303,841]
paragraph: Π. Εἶνε ἀληθὲς ὅτι ὁ Καριοφύλλης ἐπέμενε ; [1060,1832,1303,1863]
paragraph: Τώρα, κ. Πρόεδρε, ἐὰν ἡ κατάθεσις αὐτὴ τοῦ δολοφόνου εἶναι ἀληθής, δὲν δύναμαι νὰ γνωρίζω. Ἐκεῖνο ὅμως τὸ ὁποῖον δύναμαι νὰ βεβαιώσω εἶναι ὅτι καὶ ἂν αὐτὴ δὲν εἶνε ἀληθής, ποτὲ ὅμως δὲν εἶνε ἀποτέλεσμα συμβολαίου. [295,114,538,223]
paragraph: ΣΥΝΗΓΟΡΟΣ. Δὲν εἶναι ἀλήθεια ὅτι εἴχατε καὶ ἄλλας συζητήσεις μὲ τὸν κ. Μητσέαν ; [805,1700,1048,1747]
paragraph: ἀνεκοίνωσεν εἰς τὸν Ζαγορίτην μυστικὸν ἀστυνομικὸν ὄργανον, ἐπίσης καὶ εἰς τὸν κ. Σάββα διηγήθην εἰς ὃν ἄνθρωπον τὰ ἀπὸ τοῦ Μητσέα τεκταινόμενα καὶ ἐξήτησε τὴν γνώμην του ἐὰν ἔπρεπε νὰ ἐπιμείνῃ ἡ ἀστυνομία. [805,81,1048,190]
paragraph: ΕΙΣΑΓ. (διακόπτων). Μάλιστα, δὲν ἔχει κανεὶς νὰ παραπονεθῇ διότι δὲν ἐπιτρέπεται. [1315,1697,1558,1744]
paragraph: Μ. Ὄχι, σπανίως. [819,1125,930,1141]
paragraph: ΕΙΣΑΓ. Ἡ ἐπιστολὴ ἐδόθη εἰς ὑμᾶς ; [54,1993,282,2009]
paragraph: ΠΡ. Κάθησε κάτω. Θὰ σὲ ἀποβάλω ἐκ τῆς αἰθούσης. [295,1891,538,1923]
paragraph: ΚΩΝΣΤΑΝΤΟΠΟΥΛΟΣ. Εἰς τὸν καιρὸν ποῦ σᾶς ἐπλήρωσε τὸ χρέος τῆς 10 Ἰουνίου καὶ τοῦ 11 ἐπῆγατε καὶ ἐξητήσατε εἰς τὸν ἀνακριτήν ; [805,1603,1048,1666]
paragraph: Π. Ἐξηγήσατε εἰς τὸν Μητσέαν πρὸ τῆς δολοφονίας ; [1060,1453,1303,1485]
paragraph: — Εἶσαι γελοῖος, τοῦ ἀπαντᾷ ὁ Μητσέας. [40,2136,283,2167]
paragraph: Μ. Ἐκ τῆς Κρήτης. [819,1440,937,1456]
paragraph: ΚΩΣΤΑΓ. Σιωπᾶς ; [309,821,427,837]
section-heading: Αἱ ἐκμυστηρεύσεις τοῦ Κωσταγεράκη [571,1742,772,1778]
paragraph: ΚΩΝΣΤΑΝΤ. Ἐνθυμεῖσθε κ. μάρτυς, τοὺς χρόνους ἐκεῖνους καθ' οὓς ὁ Μητσέας καὶ ὁ Κωσταγεράκης ἐκάθηντο ὁμοῦ καὶ συνεζήτουν περὶ τῆς ὑποθέσεως ; [40,1153,283,1231]
section-heading: Αἱ καταθέσεις Κωσταγεράκη [99,1113,224,1150]
paragraph: Ἐκτὸς τούτων ὁ μάρτυς ἐμφανίζει τὴν παραλαβὴν ἐνὸς γράμματος τοῦ Κωσταγεράκη πρὸς τὸν ἀδελφόν του τὸν Ἰωάννην. [550,1052,793,1115]
paragraph: Μ. Αὐτὸ δὲν τὸ ἠξεύρω. [54,1330,203,1346]
paragraph: Μ. Δὲν ἔχω νὰ προσθέσω τίποτε ἄλλο. [1315,1746,1558,1777]
paragraph: Μ. Δι' ἐκεῖνους καθ' ὧν ἐσκέπτουν ὑποψίας. [40,703,283,734]
paragraph: Μ. Μάλιστα, ἀμέσως ἐσκέφθην ὅτι αὐτὸς ἦτο ὁ ὑποκινητής. [805,428,1048,460]
paragraph: Π. Παρακαλῶ ἀπαντᾶτε εἰς τὰς ἐρωτήσεις. [805,1798,1048,1829]
session-banner: ΜΕΤΑ ΜΕΣΗΜΒΡΙΑΝ [550,417,793,447]
section-heading: Ὁ Κωσταγεράκης ἐπεμβαίνει [1105,847,1258,884]
section-heading: Ἡ ἐξέτασις τοῦ κ. Ἀντωνιάδη [83,1713,240,1750]
paragraph: ΜΗΤΣΕΑΣ. Μ' ἐκαλέσατε ποτὲ μὲ τὸν Βασιλόπουλον εἰς τὸ Πρυτανεῖον ; [1315,1597,1558,1644]
paragraph: Μ. Δὲν ἐνθυμοῦμαι. Ἀλλὰ τί σχέσιν ἔχει αὐτὸ πρὸς τὴν ὑπόθεσιν ; [40,1233,283,1264]
paragraph: Γ. ΣΥΡΕΤ (ἔνορκος). Πῶς ἐξηγεῖ τὴν ἐπιστολὴν ὁ Κωσταγεράκης ; [40,433,283,464]
paragraph: Γίνεται διακοπὴ πέντε λεπτῶν, καθ' ἣν ὁ Κωσταγεράκης συνομιλεῖ μετὰ τῶν συνηγόρων του. [40,1753,283,1800]
